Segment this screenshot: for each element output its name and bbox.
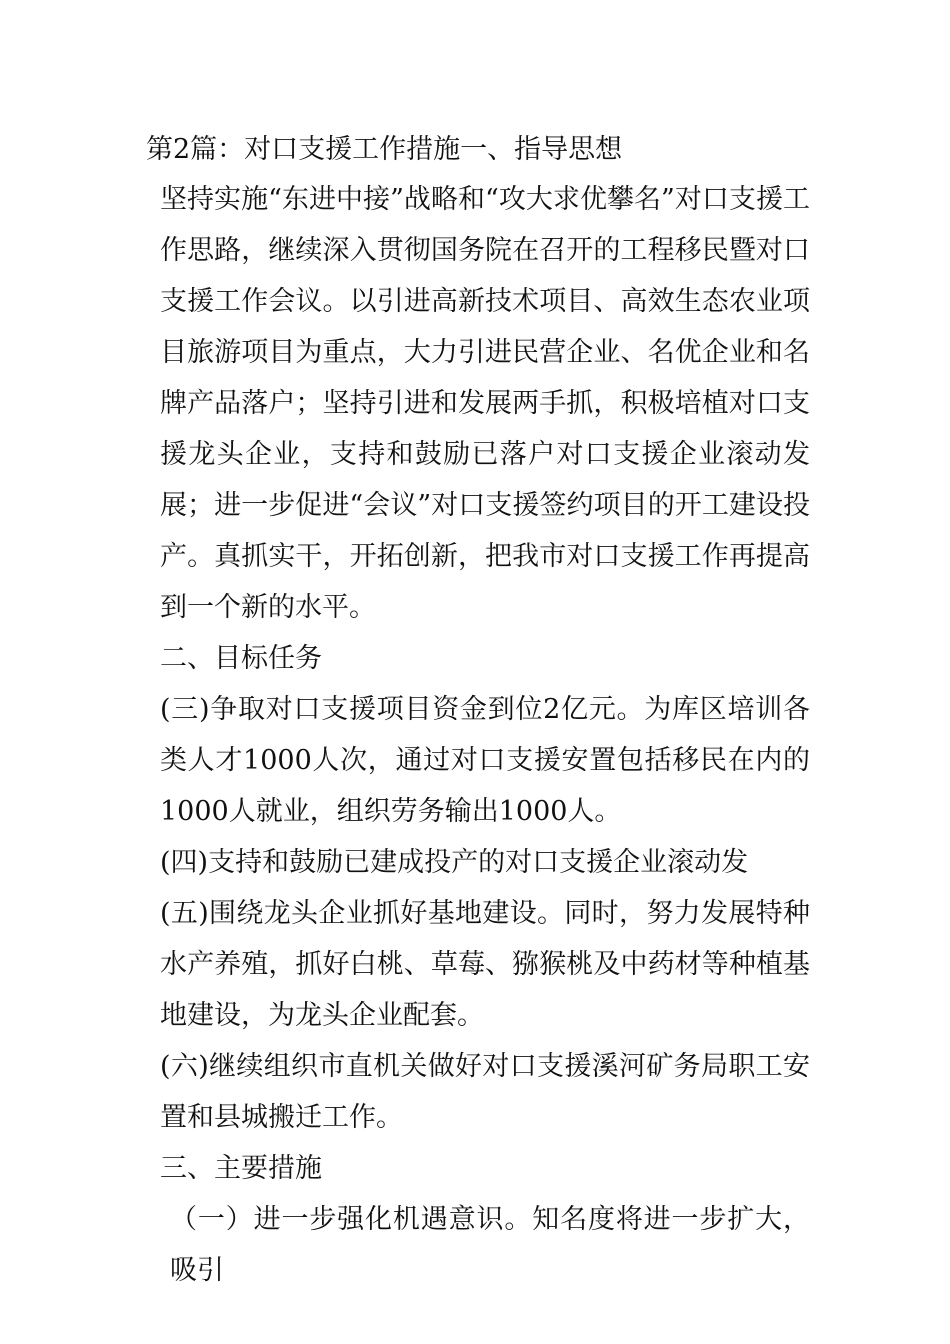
paragraph-item-4: (四)支持和鼓励已建成投产的对口支援企业滚动发	[160, 847, 749, 878]
paragraph-item-3: (三)争取对口支援项目资金到位2亿元。为库区培训各类人才1000人次，通过对口支援安置包括移民在内的1000人就业，组织劳务输出1000人。	[160, 694, 810, 827]
document-body	[146, 128, 810, 1296]
paragraph-measure-1: （一）进一步强化机遇意识。知名度将进一步扩大，吸引	[170, 1204, 810, 1286]
document-title: 第2篇：对口支援工作措施一、指导思想	[146, 134, 623, 165]
heading-goals-tasks: 二、目标任务	[160, 643, 322, 674]
heading-main-measures: 三、主要措施	[160, 1153, 322, 1184]
paragraph-item-5: (五)围绕龙头企业抓好基地建设。同时，努力发展特种水产养殖，抓好白桃、草莓、猕猴桃及中药材等种植基地建设，为龙头企业配套。	[160, 898, 810, 1031]
paragraph-item-6: (六)继续组织市直机关做好对口支援溪河矿务局职工安置和县城搬迁工作。	[160, 1051, 810, 1133]
paragraph-guiding-thought: 坚持实施“东进中接”战略和“攻大求优攀名”对口支援工作思路，继续深入贯彻国务院在召开的工程移民暨对口支援工作会议。以引进高新技术项目、高效生态农业项目旅游项目为重点，大力引进民营企业、名优企业和名牌产品落户；坚持引进和发展两手抓，积极培植对口支援龙头企业，支持和鼓励已落户对口支援企业滚动发展；进一步促进“会议”对口支援签约项目的开工建设投产。真抓实干，开拓创新，把我市对口支援工作再提高到一个新的水平。	[160, 184, 810, 623]
